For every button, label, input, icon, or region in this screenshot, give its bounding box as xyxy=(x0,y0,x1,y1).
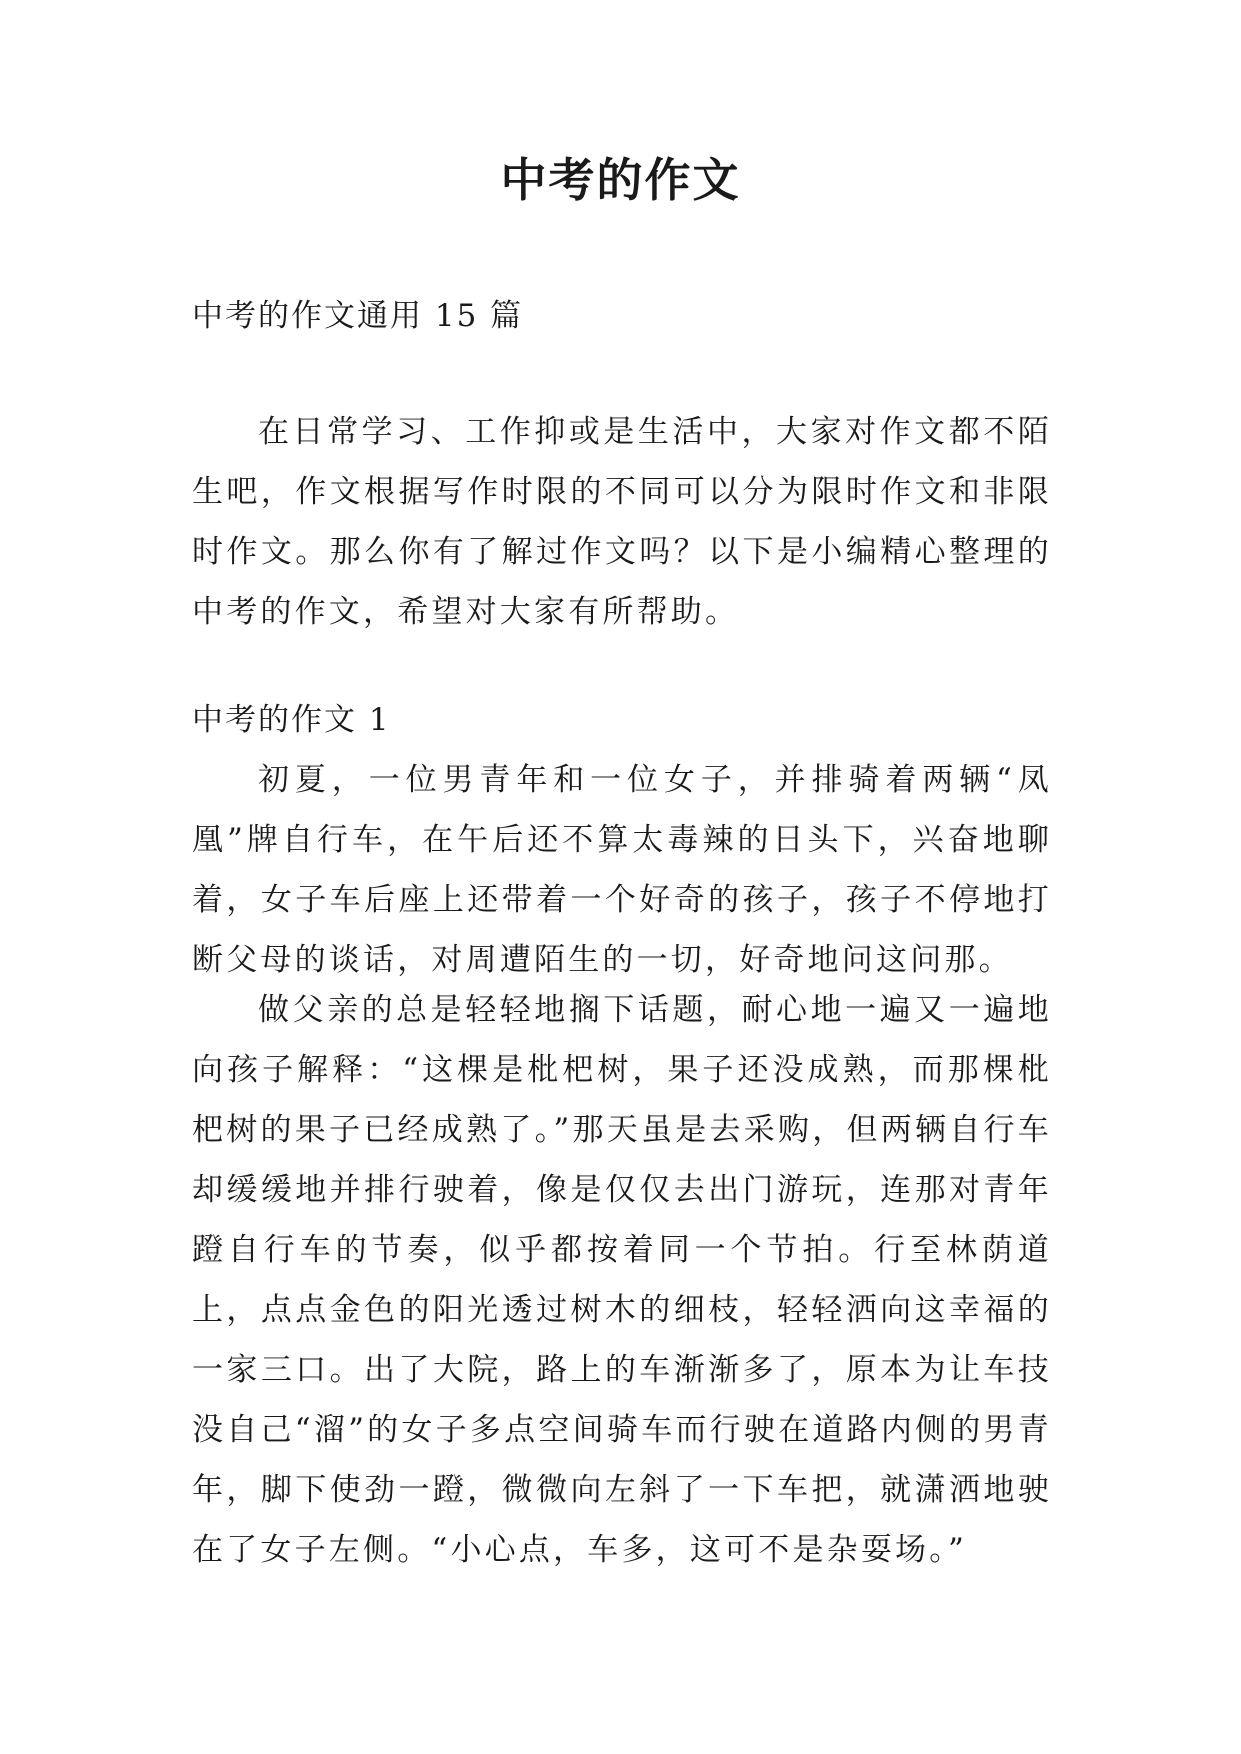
section-heading: 中考的作文 1 xyxy=(192,702,391,738)
essay-paragraph-1: 初夏，一位男青年和一位女子，并排骑着两辆“凤凰”牌自行车，在午后还不算太毒辣的日头下，兴奋地聊着，女子车后座上还带着一个好奇的孩子，孩子不停地打断父母的谈话，对周遭陌生的一切，好奇地问这问那。 xyxy=(192,762,1052,978)
document-title: 中考的作文 xyxy=(500,153,741,207)
document-subtitle: 中考的作文通用 15 篇 xyxy=(192,298,524,334)
essay-paragraph-2: 做父亲的总是轻轻地搁下话题，耐心地一遍又一遍地向孩子解释：“这棵是枇杷树，果子还没成熟，而那棵枇杷树的果子已经成熟了。”那天虽是去采购，但两辆自行车却缓缓地并排行驶着，像是仅仅去出门游玩，连那对青年蹬自行车的节奏，似乎都按着同一个节拍。行至林荫道上，点点金色的阳光透过树木的细枝，轻轻洒向这幸福的一家三口。出了大院，路上的车渐渐多了，原本为让车技没自己“溜”的女子多点空间骑车而行驶在道路内侧的男青年，脚下使劲一蹬，微微向左斜了一下车把，就潇洒地驶在了女子左侧。“小心点，车多，这可不是杂耍场。” xyxy=(192,992,1052,1568)
intro-paragraph: 在日常学习、工作抑或是生活中，大家对作文都不陌生吧，作文根据写作时限的不同可以分为限时作文和非限时作文。那么你有了解过作文吗？以下是小编精心整理的中考的作文，希望对大家有所帮助。 xyxy=(192,414,1052,630)
